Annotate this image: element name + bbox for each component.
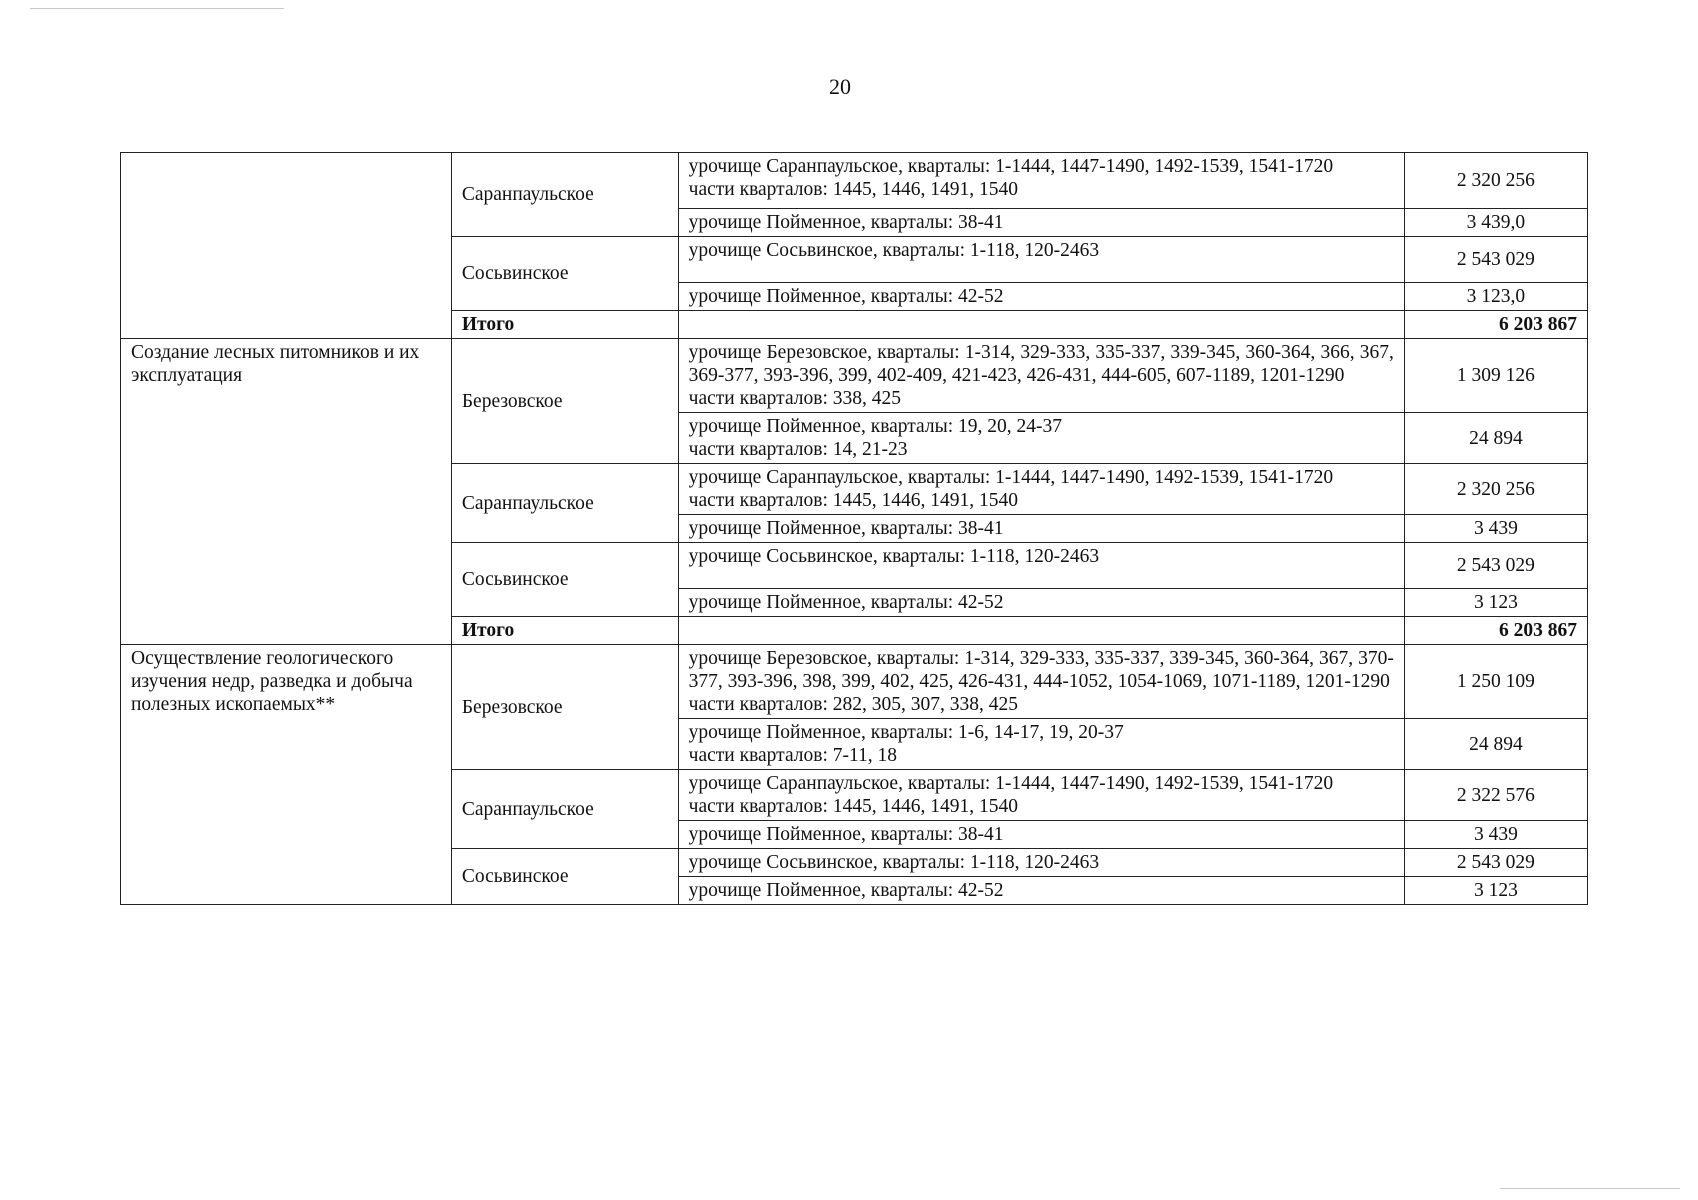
area-cell: 2 320 256 [1404, 464, 1587, 515]
location-line: части кварталов: 1445, 1446, 1491, 1540 [688, 796, 1018, 817]
forestry-cell: Саранпаульское [451, 464, 678, 543]
location-cell: урочище Сосьвинское, кварталы: 1-118, 120-2463 [678, 849, 1404, 877]
location-line: урочище Пойменное, кварталы: 1-6, 14-17, 19, 20-37 [688, 722, 1124, 743]
forestry-cell: Березовское [451, 339, 678, 464]
area-cell: 3 439 [1404, 515, 1587, 543]
total-label: Итого [451, 311, 678, 339]
table-row [121, 339, 1588, 413]
location-line: урочище Пойменное, кварталы: 19, 20, 24-37 [688, 416, 1062, 437]
location-cell: урочище Пойменное, кварталы: 38-41 [678, 515, 1404, 543]
area-cell: 24 894 [1404, 719, 1587, 770]
empty-cell [678, 617, 1404, 645]
location-line: урочище Саранпаульское, кварталы: 1-1444, 1447-1490, 1492-1539, 1541-1720 [688, 156, 1334, 177]
forestry-cell: Сосьвинское [451, 849, 678, 905]
forest-use-table [120, 152, 1588, 905]
location-line: части кварталов: 14, 21-23 [688, 439, 908, 460]
area-cell: 2 322 576 [1404, 770, 1587, 821]
location-cell: урочище Сосьвинское, кварталы: 1-118, 120-2463 [678, 543, 1404, 589]
location-cell [678, 413, 1404, 464]
location-cell: урочище Пойменное, кварталы: 42-52 [678, 877, 1404, 905]
total-value: 6 203 867 [1404, 311, 1587, 339]
location-cell: урочище Пойменное, кварталы: 42-52 [678, 283, 1404, 311]
total-label: Итого [451, 617, 678, 645]
location-cell: урочище Сосьвинское, кварталы: 1-118, 120-2463 [678, 237, 1404, 283]
location-line: части кварталов: 338, 425 [688, 388, 901, 409]
location-line: части кварталов: 1445, 1446, 1491, 1540 [688, 179, 1018, 200]
purpose-cell: Осуществление геологического изучения недр, разведка и добыча полезных ископаемых** [121, 645, 452, 905]
scan-artifact-line [1500, 1188, 1680, 1189]
location-cell: урочище Пойменное, кварталы: 42-52 [678, 589, 1404, 617]
table-row [121, 153, 1588, 209]
scan-artifact-line [30, 8, 284, 9]
area-cell: 3 439,0 [1404, 209, 1587, 237]
area-cell: 2 543 029 [1404, 237, 1587, 283]
purpose-cell: Создание лесных питомников и их эксплуатация [121, 339, 452, 645]
location-line: урочище Березовское, кварталы: 1-314, 329-333, 335-337, 339-345, 360-364, 367, 370-377, 393-396, 398, 399, 402, 425, 426-431, 444-1052, 1054-1069, 1071-1189, 1201-1290 [688, 648, 1394, 692]
area-cell: 2 543 029 [1404, 543, 1587, 589]
area-cell: 2 320 256 [1404, 153, 1587, 209]
location-cell [678, 770, 1404, 821]
location-line: урочище Саранпаульское, кварталы: 1-1444, 1447-1490, 1492-1539, 1541-1720 [688, 467, 1334, 488]
area-cell: 1 250 109 [1404, 645, 1587, 719]
area-cell: 3 123,0 [1404, 283, 1587, 311]
location-cell: урочище Пойменное, кварталы: 38-41 [678, 821, 1404, 849]
forestry-cell: Саранпаульское [451, 770, 678, 849]
location-line: части кварталов: 282, 305, 307, 338, 425 [688, 694, 1018, 715]
forestry-cell: Березовское [451, 645, 678, 770]
total-value: 6 203 867 [1404, 617, 1587, 645]
location-cell [678, 464, 1404, 515]
empty-cell [678, 311, 1404, 339]
location-cell: урочище Пойменное, кварталы: 38-41 [678, 209, 1404, 237]
table-row [121, 645, 1588, 719]
location-cell [678, 719, 1404, 770]
area-cell: 2 543 029 [1404, 849, 1587, 877]
forestry-cell: Саранпаульское [451, 153, 678, 237]
location-line: части кварталов: 7-11, 18 [688, 745, 898, 766]
area-cell: 3 439 [1404, 821, 1587, 849]
location-cell [678, 339, 1404, 413]
page-number: 20 [829, 74, 851, 99]
area-cell: 1 309 126 [1404, 339, 1587, 413]
location-line: урочище Саранпаульское, кварталы: 1-1444, 1447-1490, 1492-1539, 1541-1720 [688, 773, 1334, 794]
location-cell [678, 645, 1404, 719]
forestry-cell: Сосьвинское [451, 543, 678, 617]
location-line: части кварталов: 1445, 1446, 1491, 1540 [688, 490, 1018, 511]
area-cell: 24 894 [1404, 413, 1587, 464]
forestry-cell: Сосьвинское [451, 237, 678, 311]
location-line: урочище Березовское, кварталы: 1-314, 329-333, 335-337, 339-345, 360-364, 366, 367, 369-377, 393-396, 399, 402-409, 421-423, 426-431, 444-605, 607-1189, 1201-1290 [688, 342, 1394, 386]
area-cell: 3 123 [1404, 877, 1587, 905]
location-cell [678, 153, 1404, 209]
purpose-cell [121, 153, 452, 339]
area-cell: 3 123 [1404, 589, 1587, 617]
